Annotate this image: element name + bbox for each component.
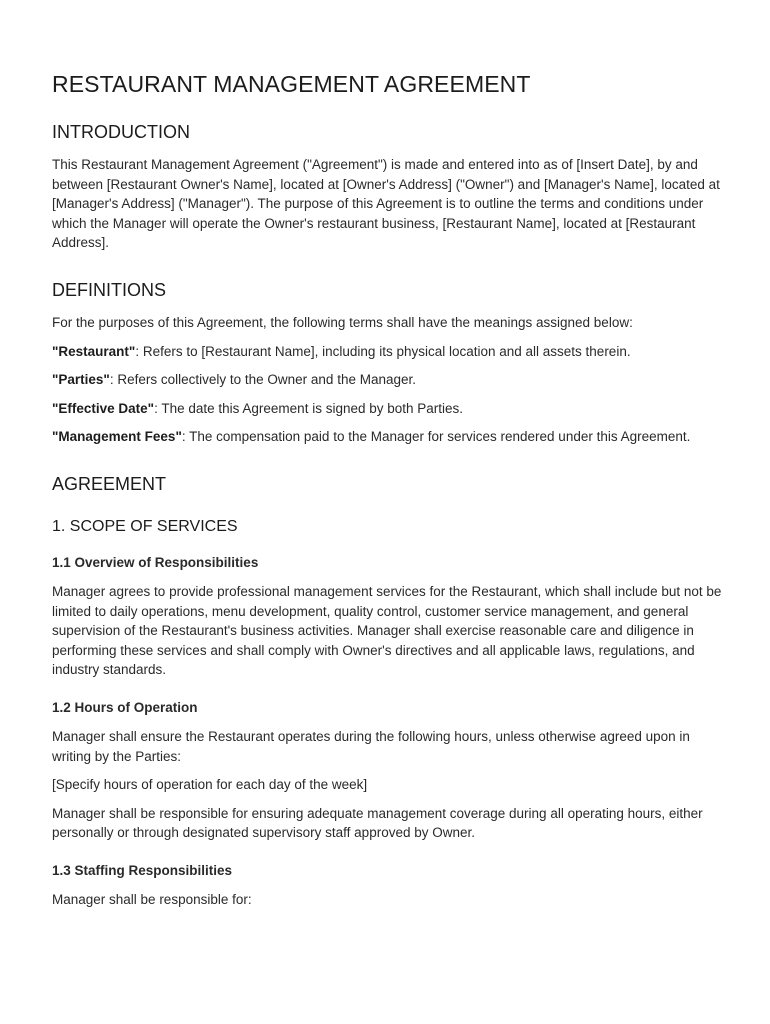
definitions-intro: For the purposes of this Agreement, the following terms shall have the meanings assigned below: [52, 314, 633, 330]
definition-term: "Management Fees" [52, 429, 182, 445]
clause-1-1-paragraph: Manager agrees to provide professional management services for the Restaurant, which shall include but not be limited to daily operations, menu development, quality control, customer service management, and general supervision of the Restaurant's business activities. Manager shall exercise reasonable care and diligence in performing these services and shall comply with Owner's directives and all applicable laws, regulations, and industry standards. [52, 583, 722, 678]
document-title: RESTAURANT MANAGEMENT AGREEMENT [52, 71, 531, 97]
definition-text: : The date this Agreement is signed by both Parties. [154, 400, 464, 416]
agreement-heading: AGREEMENT [52, 473, 167, 494]
clause-1-2-paragraph-3: Manager shall be responsible for ensuring adequate management coverage during all operating hours, either personally or through designated supervisory staff approved by Owner. [52, 805, 703, 841]
introduction-heading: INTRODUCTION [52, 122, 190, 142]
definition-term: "Restaurant" [52, 343, 136, 359]
definition-text: : Refers collectively to the Owner and the Manager. [109, 372, 416, 388]
clause-1-2-paragraph-2: [Specify hours of operation for each day of the week] [52, 777, 368, 793]
definition-item-parties [52, 370, 722, 390]
definition-text: : Refers to [Restaurant Name], including its physical location and all assets therein. [135, 343, 631, 359]
clause-1-3-paragraph: Manager shall be responsible for: [52, 891, 252, 907]
definitions-heading: DEFINITIONS [52, 279, 167, 300]
scope-of-services-heading: 1. SCOPE OF SERVICES [52, 517, 238, 535]
definition-text: : The compensation paid to the Manager for services rendered under this Agreement. [181, 429, 691, 445]
definition-item-effective-date [52, 399, 722, 419]
clause-1-2-paragraph-1: Manager shall ensure the Restaurant operates during the following hours, unless otherwise agreed upon in writing by the Parties: [52, 728, 690, 764]
definition-term: "Parties" [52, 372, 110, 388]
definition-term: "Effective Date" [52, 400, 155, 416]
clause-1-3-heading: 1.3 Staffing Responsibilities [52, 862, 233, 878]
document-page [52, 68, 722, 918]
clause-1-1-heading: 1.1 Overview of Responsibilities [52, 554, 259, 570]
introduction-paragraph: This Restaurant Management Agreement ("Agreement") is made and entered into as of [Insert Date], by and between [Restaurant Owner's Name], located at [Owner's Address] ("Owner") and [Manager's Name], located at [Manager's Address] ("Manager"). The purpose of this Agreement is to outline the terms and conditions under which the Manager will operate the Owner's restaurant business, [Restaurant Name], located at [Restaurant Address]. [52, 157, 720, 251]
definition-item-restaurant [52, 342, 722, 362]
definition-item-management-fees [52, 427, 722, 447]
clause-1-2-heading: 1.2 Hours of Operation [52, 699, 198, 715]
